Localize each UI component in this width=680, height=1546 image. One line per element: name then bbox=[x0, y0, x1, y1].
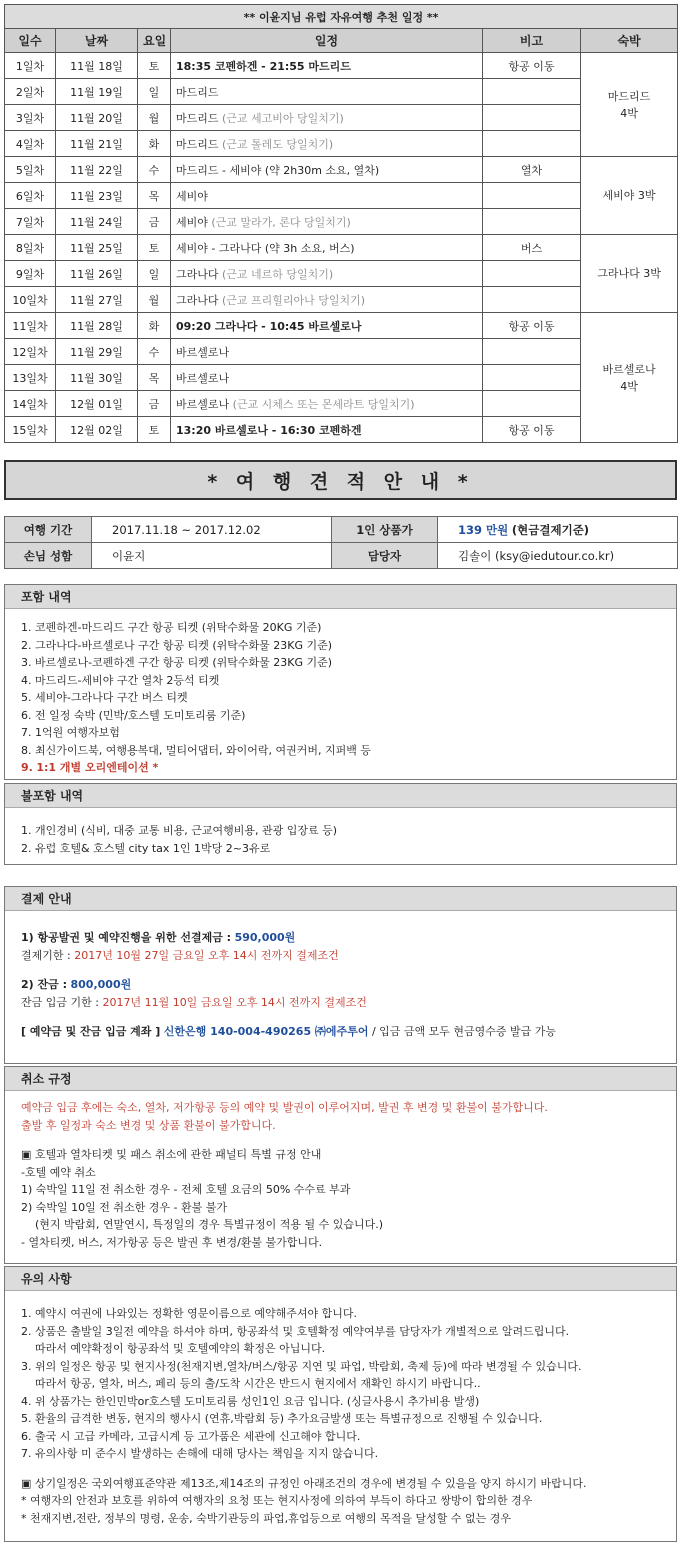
included-item: 3. 바르셀로나-코펜하겐 구간 항공 티켓 (위탁수화물 23KG 기준) bbox=[21, 656, 333, 669]
stay-line: 마드리드 bbox=[607, 89, 651, 103]
balance-line: 2) 잔금 : 800,000원 bbox=[21, 978, 132, 991]
row-date: 12월 02일 bbox=[56, 417, 138, 443]
header-stay: 숙박 bbox=[581, 29, 678, 53]
row-day: 2일차 bbox=[5, 79, 56, 105]
schedule-main: 그라나다 bbox=[176, 267, 219, 281]
note-line: 따라서 예약확정이 항공좌석 및 호텔예약의 확정은 아닙니다. bbox=[35, 1342, 326, 1355]
row-stay bbox=[581, 157, 678, 235]
itinerary-row bbox=[5, 105, 678, 131]
stay-line: 그라나다 3박 bbox=[597, 267, 661, 280]
included-list bbox=[5, 609, 676, 777]
row-date: 11월 21일 bbox=[56, 131, 138, 157]
schedule-main: 마드리드 bbox=[176, 85, 219, 99]
included-item: 7. 1억원 여행자보험 bbox=[21, 726, 120, 739]
included-item: 1. 코펜하겐-마드리드 구간 항공 티켓 (위탁수화물 20KG 기준) bbox=[21, 621, 322, 634]
price-amount: 139 만원 bbox=[458, 522, 509, 537]
row-day: 5일차 bbox=[5, 157, 56, 183]
row-schedule bbox=[171, 339, 483, 365]
itinerary-row bbox=[5, 157, 678, 183]
itinerary-row bbox=[5, 131, 678, 157]
note-footer-line: * 천재지변,전란, 정부의 명령, 운송, 숙박기관등의 파업,휴업등으로 여행의 목적을 달성할 수 없는 경우 bbox=[21, 1511, 511, 1525]
row-schedule bbox=[171, 365, 483, 391]
row-note bbox=[483, 287, 581, 313]
row-weekday: 일 bbox=[138, 261, 171, 287]
row-weekday: 목 bbox=[138, 365, 171, 391]
row-date: 11월 28일 bbox=[56, 313, 138, 339]
row-note: 항공 이동 bbox=[483, 313, 581, 339]
included-item-9: 9. 1:1 개별 오리엔테이션 * bbox=[21, 761, 159, 774]
stay-line: 세비야 3박 bbox=[602, 189, 656, 202]
schedule-main: 바르셀로나 bbox=[176, 397, 230, 411]
period-value: 2017.11.18 ~ 2017.12.02 bbox=[92, 517, 332, 543]
row-day: 11일차 bbox=[5, 313, 56, 339]
schedule-sub: (근교 네르하 당일치기) bbox=[222, 267, 334, 281]
header-weekday: 요일 bbox=[138, 29, 171, 53]
row-schedule bbox=[171, 53, 483, 79]
itinerary-row bbox=[5, 261, 678, 287]
schedule-main: 18:35 코펜하겐 - 21:55 마드리드 bbox=[176, 59, 351, 73]
notes-body bbox=[5, 1291, 676, 1527]
note-line: 1. 예약시 여권에 나와있는 정확한 영문이름으로 예약해주셔야 합니다. bbox=[21, 1307, 357, 1320]
included-item: 4. 마드리드-세비야 구간 열차 2등석 티켓 bbox=[21, 673, 220, 687]
row-note bbox=[483, 391, 581, 417]
itinerary-table bbox=[4, 4, 678, 443]
row-schedule bbox=[171, 209, 483, 235]
schedule-sub: (근교 시체스 또는 몬세라트 당일치기) bbox=[232, 397, 415, 411]
guest-label: 손님 성함 bbox=[5, 543, 92, 569]
row-date: 11월 30일 bbox=[56, 365, 138, 391]
price-value bbox=[438, 517, 678, 543]
row-date: 12월 01일 bbox=[56, 391, 138, 417]
stay-line: 4박 bbox=[620, 106, 638, 120]
row-weekday: 수 bbox=[138, 157, 171, 183]
row-day: 15일차 bbox=[5, 417, 56, 443]
row-schedule bbox=[171, 313, 483, 339]
row-weekday: 월 bbox=[138, 287, 171, 313]
schedule-main: 09:20 그라나다 - 10:45 바르셀로나 bbox=[176, 319, 362, 333]
row-note bbox=[483, 105, 581, 131]
row-stay bbox=[581, 313, 678, 443]
row-date: 11월 23일 bbox=[56, 183, 138, 209]
itinerary-row bbox=[5, 79, 678, 105]
note-line: 3. 위의 일정은 항공 및 현지사정(천재지변,열차/버스/항공 지연 및 파업, 박람회, 축제 등)에 따라 변경될 수 있습니다. bbox=[21, 1359, 582, 1373]
cancel-section bbox=[4, 1066, 677, 1264]
cancel-rule-line: - 열차티켓, 버스, 저가항공 등은 발권 후 변경/환불 불가합니다. bbox=[21, 1235, 323, 1249]
schedule-main: 그라나다 bbox=[176, 293, 219, 307]
row-day: 9일차 bbox=[5, 261, 56, 287]
row-day: 6일차 bbox=[5, 183, 56, 209]
itinerary-row bbox=[5, 183, 678, 209]
schedule-main: 마드리드 bbox=[176, 111, 219, 125]
schedule-main: 13:20 바르셀로나 - 16:30 코펜하겐 bbox=[176, 423, 362, 437]
excluded-list bbox=[5, 808, 676, 857]
header-schedule: 일정 bbox=[171, 29, 483, 53]
schedule-sub: (근교 세고비아 당일치기) bbox=[222, 111, 344, 125]
manager-value: 김솔이 (ksy@iedutour.co.kr) bbox=[438, 543, 678, 569]
guest-value: 이윤지 bbox=[92, 543, 332, 569]
trip-info-table bbox=[4, 516, 678, 569]
cancel-warning-2: 출발 후 일정과 숙소 변경 및 상품 환불이 불가합니다. bbox=[21, 1118, 276, 1132]
cancel-title: 취소 규정 bbox=[5, 1067, 676, 1091]
cancel-body bbox=[5, 1091, 676, 1251]
row-date: 11월 26일 bbox=[56, 261, 138, 287]
row-date: 11월 20일 bbox=[56, 105, 138, 131]
row-schedule bbox=[171, 157, 483, 183]
period-label: 여행 기간 bbox=[5, 517, 92, 543]
included-item: 6. 전 일정 숙박 (민박/호스텔 도미토리룸 기준) bbox=[21, 708, 246, 722]
stay-line: 바르셀로나 bbox=[602, 362, 656, 376]
schedule-main: 세비야 - 그라나다 (약 3h 소요, 버스) bbox=[176, 241, 355, 255]
row-weekday: 금 bbox=[138, 209, 171, 235]
row-date: 11월 27일 bbox=[56, 287, 138, 313]
schedule-sub: (근교 말라가, 론다 당일치기) bbox=[211, 215, 351, 229]
itinerary-row bbox=[5, 235, 678, 261]
row-day: 4일차 bbox=[5, 131, 56, 157]
deposit-line: 1) 항공발권 및 예약진행을 위한 선결제금 : 590,000원 bbox=[21, 931, 296, 944]
schedule-main: 바르셀로나 bbox=[176, 345, 230, 359]
row-day: 1일차 bbox=[5, 53, 56, 79]
row-weekday: 토 bbox=[138, 235, 171, 261]
row-note bbox=[483, 183, 581, 209]
itinerary-row bbox=[5, 313, 678, 339]
note-footer-line: * 여행자의 안전과 보호를 위하여 여행자의 요청 또는 현지사정에 의하여 부득이 하다고 쌍방이 합의한 경우 bbox=[21, 1494, 533, 1507]
row-schedule bbox=[171, 391, 483, 417]
row-schedule bbox=[171, 235, 483, 261]
row-weekday: 월 bbox=[138, 105, 171, 131]
included-item: 2. 그라나다-바르셀로나 구간 항공 티켓 (위탁수화물 23KG 기준) bbox=[21, 638, 333, 652]
row-weekday: 수 bbox=[138, 339, 171, 365]
row-date: 11월 24일 bbox=[56, 209, 138, 235]
row-note bbox=[483, 261, 581, 287]
row-stay bbox=[581, 53, 678, 157]
row-weekday: 토 bbox=[138, 417, 171, 443]
note-line: 7. 유의사항 미 준수시 발생하는 손해에 대해 당사는 책임을 지지 않습니다. bbox=[21, 1447, 379, 1460]
deposit-deadline-line: 결제기한 : 2017년 10월 27일 금요일 오후 14시 전까지 결제조건 bbox=[21, 948, 339, 962]
cancel-rule-line: (현지 박람회, 연말연시, 특정일의 경우 특별규정이 적용 될 수 있습니다.) bbox=[35, 1218, 384, 1231]
row-day: 13일차 bbox=[5, 365, 56, 391]
account-line: [ 예약금 및 잔금 입금 계좌 ] 신한은행 140-004-490265 ㈜에주투어 / 입금 금액 모두 현금영수증 발급 가능 bbox=[21, 1025, 557, 1038]
row-day: 14일차 bbox=[5, 391, 56, 417]
row-schedule bbox=[171, 183, 483, 209]
row-schedule bbox=[171, 287, 483, 313]
row-date: 11월 29일 bbox=[56, 339, 138, 365]
itinerary-row bbox=[5, 209, 678, 235]
balance-deadline-line: 잔금 입금 기한 : 2017년 11월 10일 금요일 오후 14시 전까지 결제조건 bbox=[21, 995, 367, 1009]
row-note: 열차 bbox=[483, 157, 581, 183]
itinerary-header-row bbox=[5, 29, 678, 53]
price-label: 1인 상품가 bbox=[332, 517, 438, 543]
cancel-rule-line: 2) 숙박일 10일 전 취소한 경우 - 환불 불가 bbox=[21, 1200, 227, 1214]
row-schedule bbox=[171, 131, 483, 157]
row-schedule bbox=[171, 105, 483, 131]
notes-section bbox=[4, 1266, 677, 1542]
note-line: 5. 환율의 급격한 변동, 현지의 행사시 (연휴,박람회 등) 추가요금발생 또는 특별규정으로 진행될 수 있습니다. bbox=[21, 1412, 543, 1425]
manager-label: 담당자 bbox=[332, 543, 438, 569]
schedule-main: 마드리드 - 세비야 (약 2h30m 소요, 열차) bbox=[176, 163, 380, 177]
row-note: 항공 이동 bbox=[483, 53, 581, 79]
row-note: 항공 이동 bbox=[483, 417, 581, 443]
row-schedule bbox=[171, 417, 483, 443]
itinerary-row bbox=[5, 287, 678, 313]
row-date: 11월 22일 bbox=[56, 157, 138, 183]
row-note bbox=[483, 365, 581, 391]
note-line: 따라서 항공, 열차, 버스, 페리 등의 출/도착 시간은 반드시 현지에서 재확인 하시기 바랍니다.. bbox=[35, 1377, 481, 1390]
schedule-main: 바르셀로나 bbox=[176, 371, 230, 385]
excluded-item: 2. 유럽 호텔& 호스텔 city tax 1인 1박당 2~3유로 bbox=[21, 841, 271, 855]
payment-body bbox=[5, 911, 676, 1041]
row-weekday: 목 bbox=[138, 183, 171, 209]
row-note bbox=[483, 209, 581, 235]
payment-section bbox=[4, 886, 677, 1064]
row-day: 12일차 bbox=[5, 339, 56, 365]
row-day: 3일차 bbox=[5, 105, 56, 131]
notes-title: 유의 사항 bbox=[5, 1267, 676, 1291]
row-note bbox=[483, 79, 581, 105]
itinerary-row bbox=[5, 365, 678, 391]
included-section bbox=[4, 584, 677, 780]
row-stay bbox=[581, 235, 678, 313]
included-item: 8. 최신가이드북, 여행용복대, 멀티어댑터, 와이어락, 여권커버, 지퍼백 등 bbox=[21, 743, 371, 757]
payment-title: 결제 안내 bbox=[5, 887, 676, 911]
header-day: 일수 bbox=[5, 29, 56, 53]
row-day: 7일차 bbox=[5, 209, 56, 235]
row-date: 11월 19일 bbox=[56, 79, 138, 105]
excluded-item: 1. 개인경비 (식비, 대중 교통 비용, 근교여행비용, 관광 입장료 등) bbox=[21, 824, 338, 837]
excluded-title: 불포함 내역 bbox=[5, 784, 676, 808]
header-note: 비고 bbox=[483, 29, 581, 53]
schedule-main: 세비야 bbox=[176, 215, 208, 229]
row-weekday: 화 bbox=[138, 131, 171, 157]
note-footer-line: ▣ 상기일정은 국외여행표준약관 제13조,제14조의 규정인 아래조건의 경우에 변경될 수 있을을 양지 하시기 바랍니다. bbox=[21, 1476, 587, 1490]
row-date: 11월 25일 bbox=[56, 235, 138, 261]
row-note bbox=[483, 339, 581, 365]
row-weekday: 일 bbox=[138, 79, 171, 105]
row-day: 8일차 bbox=[5, 235, 56, 261]
itinerary-row bbox=[5, 417, 678, 443]
included-title: 포함 내역 bbox=[5, 585, 676, 609]
row-weekday: 금 bbox=[138, 391, 171, 417]
excluded-section bbox=[4, 783, 677, 865]
itinerary-row bbox=[5, 391, 678, 417]
price-note: (현금결제기준) bbox=[511, 522, 590, 537]
stay-line: 4박 bbox=[620, 379, 638, 393]
header-date: 날짜 bbox=[56, 29, 138, 53]
row-note: 버스 bbox=[483, 235, 581, 261]
row-date: 11월 18일 bbox=[56, 53, 138, 79]
row-schedule bbox=[171, 261, 483, 287]
cancel-rule-line: -호텔 예약 취소 bbox=[21, 1165, 96, 1179]
cancel-rule-line: ▣ 호텔과 열차티켓 및 패스 취소에 관한 패널티 특별 규정 안내 bbox=[21, 1148, 322, 1161]
schedule-sub: (근교 프리힐리아나 당일치기) bbox=[222, 293, 366, 307]
info-row bbox=[5, 517, 678, 543]
cancel-rule-line: 1) 숙박일 11일 전 취소한 경우 - 전체 호텔 요금의 50% 수수료 부과 bbox=[21, 1183, 351, 1196]
row-note bbox=[483, 131, 581, 157]
itinerary-row bbox=[5, 339, 678, 365]
schedule-main: 세비야 bbox=[176, 189, 208, 203]
row-weekday: 화 bbox=[138, 313, 171, 339]
itinerary-row bbox=[5, 53, 678, 79]
row-day: 10일차 bbox=[5, 287, 56, 313]
included-item: 5. 세비야-그라나다 구간 버스 티켓 bbox=[21, 691, 188, 704]
schedule-main: 마드리드 bbox=[176, 137, 219, 151]
note-line: 4. 위 상품가는 한인민박or호스텔 도미토리룸 성인1인 요금 입니다. (싱글사용시 추가비용 발생) bbox=[21, 1394, 480, 1408]
estimate-banner: * 여 행 견 적 안 내 * bbox=[4, 460, 677, 500]
note-line: 2. 상품은 출발일 3일전 예약을 하셔야 하며, 항공좌석 및 호텔확정 예약여부를 담당자가 개별적으로 알려드립니다. bbox=[21, 1324, 570, 1338]
itinerary-title: ** 이윤지님 유럽 자유여행 추천 일정 ** bbox=[5, 5, 678, 29]
schedule-sub: (근교 톨레도 당일치기) bbox=[222, 137, 334, 151]
cancel-warning-1: 예약금 입금 후에는 숙소, 열차, 저가항공 등의 예약 및 발권이 이루어지며, 발권 후 변경 및 환불이 불가합니다. bbox=[21, 1101, 548, 1114]
row-schedule bbox=[171, 79, 483, 105]
note-line: 6. 출국 시 고급 카메라, 고급시계 등 고가품은 세관에 신고해야 합니다. bbox=[21, 1429, 361, 1443]
row-weekday: 토 bbox=[138, 53, 171, 79]
info-row bbox=[5, 543, 678, 569]
